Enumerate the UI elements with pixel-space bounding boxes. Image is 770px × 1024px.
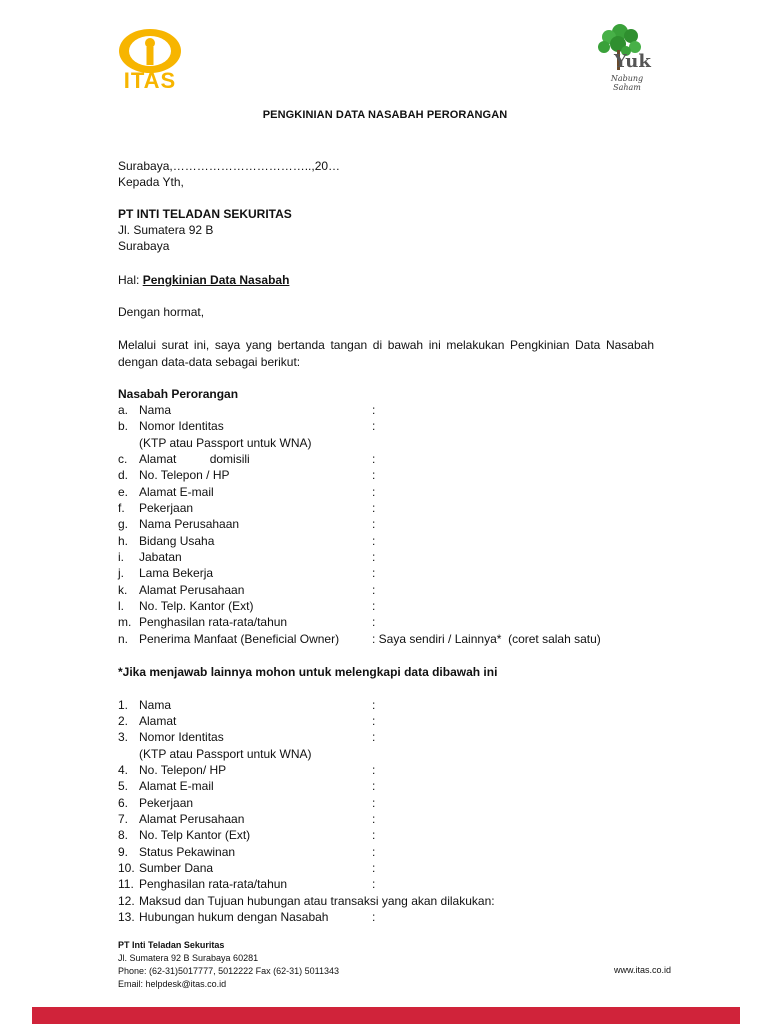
partner-logo-subtext: Nabung Saham [610, 74, 644, 92]
section1-heading: Nasabah Perorangan [118, 387, 239, 401]
list-item: m. Penghasilan rata-rata/tahun : [118, 615, 376, 629]
footer-email[interactable]: Email: helpdesk@itas.co.id [118, 979, 227, 989]
salutation: Dengan hormat, [118, 305, 205, 319]
list-item: k. Alamat Perusahaan : [118, 583, 376, 597]
list-item: 7. Alamat Perusahaan : [118, 812, 376, 826]
list-item: 9. Status Pekawinan : [118, 845, 376, 859]
list-item: 12. Maksud dan Tujuan hubungan atau transaksi yang akan dilakukan: [118, 894, 495, 908]
list-item: 1. Nama : [118, 698, 376, 712]
subject-prefix: Hal: [118, 273, 143, 287]
list-item: 5. Alamat E-mail : [118, 779, 376, 793]
list-item: (KTP atau Passport untuk WNA) [139, 436, 312, 450]
list-item: l. No. Telp. Kantor (Ext) : [118, 599, 376, 613]
partner-logo-text: Yuk [614, 51, 651, 72]
recipient-city: Surabaya [118, 239, 170, 253]
list-item: d. No. Telepon / HP : [118, 468, 376, 482]
list-item: i. Jabatan : [118, 550, 376, 564]
itas-logo-text: ITAS [123, 68, 177, 93]
place-date-line: Surabaya,……………………………..,20… [118, 159, 341, 173]
section2-heading: *Jika menjawab lainnya mohon untuk melengkapi data dibawah ini [118, 665, 498, 679]
footer-website-link[interactable]: www.itas.co.id [613, 965, 671, 975]
subject-line [118, 272, 289, 288]
list-item: 6. Pekerjaan : [118, 796, 376, 810]
list-item: h. Bidang Usaha : [118, 534, 376, 548]
list-item: 4. No. Telepon/ HP : [118, 763, 376, 777]
greeting-to: Kepada Yth, [118, 175, 184, 189]
list-item: 11. Penghasilan rata-rata/tahun : [118, 877, 376, 891]
footer-color-bar [32, 1007, 740, 1024]
itas-logo [117, 28, 183, 94]
list-item: b. Nomor Identitas : [118, 419, 376, 433]
list-item: 10. Sumber Dana : [118, 861, 376, 875]
footer-address: Jl. Sumatera 92 B Surabaya 60281 [118, 953, 259, 963]
list-item: 3. Nomor Identitas : [118, 730, 376, 744]
list-item: j. Lama Bekerja : [118, 566, 376, 580]
list-item: 2. Alamat : [118, 714, 376, 728]
subject-text: Pengkinian Data Nasabah [142, 273, 290, 287]
recipient-address: Jl. Sumatera 92 B [118, 223, 214, 237]
recipient-name: PT INTI TELADAN SEKURITAS [118, 207, 292, 221]
list-item: (KTP atau Passport untuk WNA) [139, 747, 312, 761]
list-item: e. Alamat E-mail : [118, 485, 376, 499]
list-item: a. Nama : [118, 403, 376, 417]
intro-paragraph: Melalui surat ini, saya yang bertanda tangan di bawah ini melakukan Pengkinian Data Nasabah dengan data-data sebagai berikut: [118, 338, 654, 369]
page-title: PENGKINIAN DATA NASABAH PERORANGAN [262, 109, 508, 121]
footer-company: PT Inti Teladan Sekuritas [118, 940, 225, 950]
list-item: 13. Hubungan hukum dengan Nasabah : [118, 910, 376, 924]
yuk-nabung-saham-logo [592, 20, 651, 94]
list-item: c. Alamat domisili : [118, 452, 376, 466]
list-item: g. Nama Perusahaan : [118, 517, 376, 531]
list-item: f. Pekerjaan : [118, 501, 376, 515]
footer-phone: Phone: (62-31)5017777, 5012222 Fax (62-31) 5011343 [118, 966, 340, 976]
list-item: n. Penerima Manfaat (Beneficial Owner) : Saya sendiri / Lainnya* (coret salah satu) [118, 632, 601, 646]
list-item: 8. No. Telp Kantor (Ext) : [118, 828, 376, 842]
